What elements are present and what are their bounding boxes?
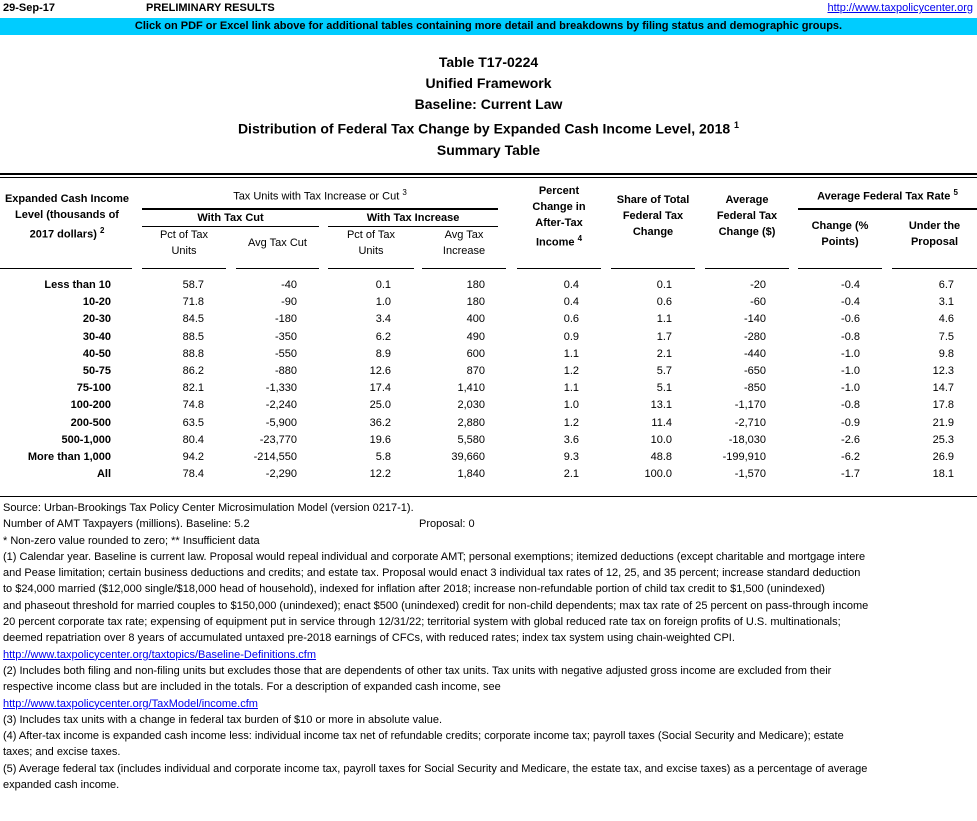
pct-change-cell: 0.4 xyxy=(563,296,579,309)
cut-avg-cell: -550 xyxy=(274,347,297,360)
note-4-line: (4) After-tax income is expanded cash income less: individual income tax net of refundable credits; corporate income tax; payroll taxes (Social Security and Medicare); estate xyxy=(3,730,844,743)
rate-under-cell: 25.3 xyxy=(932,433,954,446)
share-cell: 48.8 xyxy=(650,451,672,463)
col-header-rate-change: Change (% Points) xyxy=(811,220,869,248)
table-row xyxy=(0,365,977,381)
rate-under-cell: 3.1 xyxy=(938,296,954,309)
note-2-line: respective income class but are included in the totals. For a description of expanded cash income, see xyxy=(3,681,501,694)
inc-avg-cell: 5,580 xyxy=(457,433,485,446)
pct-change-cell: 0.4 xyxy=(563,279,579,291)
group-rule xyxy=(798,208,977,210)
underline xyxy=(611,268,695,269)
avg-change-cell: -2,710 xyxy=(734,416,766,429)
group-header-tax-units: Tax Units with Tax Increase or Cut $^3$ xyxy=(233,188,407,203)
col-header-pct-change: Percent Change in After-Tax Income $^4$ xyxy=(532,185,586,249)
rate-under-cell: 4.6 xyxy=(938,313,954,326)
cut-avg-cell: -350 xyxy=(274,330,297,343)
share-cell: 13.1 xyxy=(650,399,672,412)
income-level-cell: 10-20 xyxy=(82,296,111,309)
note-1-line: to $24,000 married ($12,000 single/$18,000 head of household), indexed for inflation after 2018; increase non-refundable portion of child tax credit to $1,500 (unindexed) xyxy=(3,583,825,596)
income-level-cell: 30-40 xyxy=(82,330,111,343)
cut-avg-cell: -2,240 xyxy=(265,399,297,412)
rate-change-cell: -0.8 xyxy=(841,330,860,343)
pct-change-cell: 0.9 xyxy=(563,330,579,343)
cut-pct-cell: 88.5 xyxy=(182,330,204,343)
note-3: (3) Includes tax units with a change in federal tax burden of $10 or more in absolute value. xyxy=(3,713,443,726)
underline xyxy=(0,268,132,269)
rate-change-cell: -6.2 xyxy=(841,451,860,463)
rate-change-cell: -0.8 xyxy=(841,399,860,412)
cut-pct-cell: 58.7 xyxy=(182,279,204,291)
underline xyxy=(142,268,226,269)
share-cell: 100.0 xyxy=(644,468,672,481)
note-1-line: deemed repatriation over 8 years of accumulated untaxed pre-2018 earnings of CFCs, with reduced rates; index tax system using chain-weighted CPI. xyxy=(3,632,735,645)
cut-pct-cell: 63.5 xyxy=(182,416,204,429)
rate-under-cell: 26.9 xyxy=(932,451,954,463)
rate-change-cell: -1.0 xyxy=(841,382,860,395)
share-cell: 10.0 xyxy=(650,433,672,446)
note-1-line: (1) Calendar year. Baseline is current law. Proposal would repeal individual and corporate AMT; personal exemptions; itemized deductions (except charitable and mortgage intere xyxy=(3,550,866,563)
rate-change-cell: -0.9 xyxy=(841,416,860,429)
underline xyxy=(422,268,506,269)
income-level-cell: 200-500 xyxy=(70,416,111,429)
cut-pct-cell: 84.5 xyxy=(182,313,204,326)
underline xyxy=(517,268,601,269)
inc-pct-cell: 17.4 xyxy=(369,382,391,395)
inc-avg-cell: 870 xyxy=(466,365,485,377)
cut-pct-cell: 78.4 xyxy=(182,468,204,481)
table-top-rule-2 xyxy=(0,177,977,178)
col-header-inc-pct: Pct of Tax Units xyxy=(346,229,396,257)
rate-change-cell: -0.4 xyxy=(841,296,860,309)
avg-change-cell: -650 xyxy=(743,365,766,377)
col-header-share: Share of Total Federal Tax Change xyxy=(616,194,690,238)
title-block xyxy=(0,52,977,161)
cut-pct-cell: 88.8 xyxy=(182,347,204,360)
cut-avg-cell: -1,330 xyxy=(265,382,297,395)
pct-change-cell: 2.1 xyxy=(563,468,579,481)
income-level-cell: 40-50 xyxy=(82,347,111,360)
col-header-rate-under: Under the Proposal xyxy=(908,220,961,248)
share-cell: 0.1 xyxy=(656,279,672,291)
table-name: Unified Framework xyxy=(425,75,552,91)
avg-change-cell: -20 xyxy=(750,279,766,291)
income-level-cell: 500-1,000 xyxy=(61,433,111,446)
avg-change-cell: -60 xyxy=(750,296,766,309)
pct-change-cell: 1.2 xyxy=(563,365,579,377)
report-date: 29-Sep-17 xyxy=(3,2,55,14)
rate-under-cell: 18.1 xyxy=(932,468,954,481)
col-header-income-level: Expanded Cash Income Level (thousands of 2017 dollars) $^2$ xyxy=(4,193,130,241)
col-header-cut-avg: Avg Tax Cut xyxy=(248,237,307,249)
subgroup-with-tax-increase: With Tax Increase xyxy=(366,212,460,224)
rate-under-cell: 6.7 xyxy=(938,279,954,291)
inc-pct-cell: 6.2 xyxy=(375,330,391,343)
inc-pct-cell: 1.0 xyxy=(375,296,391,309)
cut-avg-cell: -23,770 xyxy=(259,433,297,446)
pct-change-cell: 1.0 xyxy=(563,399,579,412)
inc-pct-cell: 12.6 xyxy=(369,365,391,377)
underline xyxy=(705,268,789,269)
table-row xyxy=(0,313,977,329)
pct-change-cell: 1.1 xyxy=(563,347,579,360)
table-row xyxy=(0,296,977,312)
rate-change-cell: -0.4 xyxy=(841,279,860,291)
avg-change-cell: -850 xyxy=(743,382,766,395)
baseline-title: Baseline: Current Law xyxy=(414,96,563,112)
table-id: Table T17-0224 xyxy=(438,54,539,70)
income-level-cell: More than 1,000 xyxy=(27,451,111,463)
footnote-ref: 1 xyxy=(734,120,740,130)
income-level-cell: 50-75 xyxy=(82,365,111,377)
avg-change-cell: -280 xyxy=(743,330,766,343)
share-cell: 0.6 xyxy=(656,296,672,309)
note-1-line: 20 percent corporate tax rate; expensing of equipment put in service through 12/31/22; territorial system with global reduced rate tax on foreign profits of U.S. multinationals; xyxy=(3,616,841,629)
income-level-cell: 20-30 xyxy=(82,313,111,326)
income-level-cell: 100-200 xyxy=(70,399,111,412)
share-cell: 1.1 xyxy=(656,313,672,326)
share-cell: 2.1 xyxy=(656,347,672,360)
table-row xyxy=(0,348,977,364)
cut-avg-cell: -90 xyxy=(281,296,297,309)
subgroup-with-tax-cut: With Tax Cut xyxy=(197,212,264,224)
rate-change-cell: -0.6 xyxy=(841,313,860,326)
note-5-line: expanded cash income. xyxy=(3,779,120,792)
amt-note: Number of AMT Taxpayers (millions). Baseline: 5.2 Proposal: 0 xyxy=(3,518,475,531)
table-row xyxy=(0,382,977,398)
avg-change-cell: -199,910 xyxy=(722,451,766,463)
table-row xyxy=(0,399,977,415)
note-4-line: taxes; and excise taxes. xyxy=(3,746,121,759)
inc-pct-cell: 8.9 xyxy=(375,347,391,360)
inc-avg-cell: 180 xyxy=(466,279,485,291)
cut-avg-cell: -214,550 xyxy=(253,451,297,463)
rate-under-cell: 12.3 xyxy=(932,365,954,377)
cut-pct-cell: 82.1 xyxy=(182,382,204,395)
share-cell: 11.4 xyxy=(651,416,672,429)
underline xyxy=(798,268,882,269)
site-link[interactable]: http://www.taxpolicycenter.org xyxy=(827,2,973,14)
table-row xyxy=(0,468,977,484)
pct-change-cell: 3.6 xyxy=(563,433,579,446)
table-bottom-rule xyxy=(0,496,977,497)
rate-change-cell: -2.6 xyxy=(841,433,860,446)
inc-pct-cell: 0.1 xyxy=(375,279,391,291)
inc-avg-cell: 1,840 xyxy=(457,468,485,481)
income-level-cell: 75-100 xyxy=(76,382,111,395)
cut-avg-cell: -5,900 xyxy=(265,416,297,429)
underline xyxy=(236,268,319,269)
income-definition-link[interactable]: http://www.taxpolicycenter.org/TaxModel/income.cfm xyxy=(3,697,258,710)
inc-pct-cell: 36.2 xyxy=(369,416,391,429)
inc-pct-cell: 12.2 xyxy=(369,468,391,481)
rate-under-cell: 9.8 xyxy=(938,347,954,360)
rate-under-cell: 17.8 xyxy=(932,399,954,412)
inc-avg-cell: 1,410 xyxy=(457,382,485,395)
underline xyxy=(892,268,977,269)
cut-avg-cell: -2,290 xyxy=(265,468,297,481)
cut-pct-cell: 94.2 xyxy=(182,451,204,463)
avg-change-cell: -140 xyxy=(743,313,766,326)
pct-change-cell: 1.2 xyxy=(563,416,579,429)
inc-pct-cell: 5.8 xyxy=(375,451,391,463)
cut-avg-cell: -180 xyxy=(274,313,297,326)
income-level-cell: Less than 10 xyxy=(44,279,111,291)
table-row xyxy=(0,451,977,467)
inc-pct-cell: 25.0 xyxy=(369,399,391,412)
avg-change-cell: -1,570 xyxy=(734,468,766,481)
note-1-line: and phaseout threshold for married couples to $150,000 (unindexed); enact $500 (unindexed) credit for non-child dependents; max tax rate of 25 percent on pass-through income xyxy=(3,599,869,612)
rate-change-cell: -1.0 xyxy=(841,365,860,377)
share-cell: 5.7 xyxy=(656,365,672,377)
cut-avg-cell: -880 xyxy=(274,365,297,377)
share-cell: 1.7 xyxy=(656,330,672,343)
inc-avg-cell: 490 xyxy=(466,330,485,343)
rate-change-cell: -1.0 xyxy=(841,347,860,360)
avg-change-cell: -440 xyxy=(743,347,766,360)
inc-avg-cell: 39,660 xyxy=(451,451,485,463)
table-row xyxy=(0,434,977,450)
footnotes xyxy=(3,500,975,793)
source-note: Source: Urban-Brookings Tax Policy Center Microsimulation Model (version 0217-1). xyxy=(3,502,414,514)
table-row xyxy=(0,417,977,433)
avg-change-cell: -1,170 xyxy=(734,399,766,412)
cut-pct-cell: 86.2 xyxy=(182,365,204,377)
top-bar xyxy=(0,0,977,16)
rate-under-cell: 14.7 xyxy=(932,382,954,395)
inc-avg-cell: 400 xyxy=(466,313,485,326)
inc-avg-cell: 2,880 xyxy=(457,416,485,429)
pct-change-cell: 9.3 xyxy=(563,451,579,463)
table-row xyxy=(0,279,977,295)
status-label: PRELIMINARY RESULTS xyxy=(146,2,275,14)
inc-avg-cell: 600 xyxy=(466,347,485,360)
note-2-line: (2) Includes both filing and non-filing units but excludes those that are dependents of other tax units. Tax units with negative adjusted gross income are excluded from their xyxy=(3,664,832,677)
income-level-cell: All xyxy=(96,468,111,481)
col-header-inc-avg: Avg Tax Increase xyxy=(442,229,486,257)
pct-change-cell: 0.6 xyxy=(563,313,579,326)
info-banner: Click on PDF or Excel link above for additional tables containing more detail and breakdowns by filing status and demographic groups. xyxy=(0,18,977,35)
legend-note: * Non-zero value rounded to zero; ** Insufficient data xyxy=(3,534,260,547)
cut-pct-cell: 71.8 xyxy=(182,296,204,309)
rate-change-cell: -1.7 xyxy=(841,468,860,481)
rate-under-cell: 21.9 xyxy=(932,416,954,429)
note-1-line: and Pease limitation; certain business deductions and credits; and estate tax. Proposal would enact 3 individual tax rates of 12, 25, and 35 percent; increase standard deduction xyxy=(3,567,861,580)
pct-change-cell: 1.1 xyxy=(563,382,579,395)
inc-avg-cell: 2,030 xyxy=(457,399,485,412)
underline xyxy=(328,268,414,269)
cut-pct-cell: 80.4 xyxy=(182,433,204,446)
table-top-rule xyxy=(0,173,977,175)
note-5-line: (5) Average federal tax (includes individual and corporate income tax, payroll taxes for Social Security and Medicare, the estate tax, and excise taxes) as a percentage of average xyxy=(3,762,868,775)
inc-avg-cell: 180 xyxy=(466,296,485,309)
avg-change-cell: -18,030 xyxy=(728,433,766,446)
inc-pct-cell: 19.6 xyxy=(369,433,391,446)
subtitle: Summary Table xyxy=(436,141,541,158)
col-header-avg-change: Average Federal Tax Change ($) xyxy=(716,194,778,238)
col-header-cut-pct: Pct of Tax Units xyxy=(159,229,209,257)
share-cell: 5.1 xyxy=(656,382,672,395)
inc-pct-cell: 3.4 xyxy=(375,313,391,326)
group-header-avg-rate: Average Federal Tax Rate $^5$ xyxy=(817,188,958,203)
description-title: Distribution of Federal Tax Change by Expanded Cash Income Level, 2018 $^1$ xyxy=(237,120,740,137)
table-row xyxy=(0,331,977,347)
cut-pct-cell: 74.8 xyxy=(182,399,204,412)
rate-under-cell: 7.5 xyxy=(938,330,954,343)
cut-avg-cell: -40 xyxy=(281,279,297,291)
baseline-definitions-link[interactable]: http://www.taxpolicycenter.org/taxtopics/Baseline-Definitions.cfm xyxy=(3,648,317,661)
